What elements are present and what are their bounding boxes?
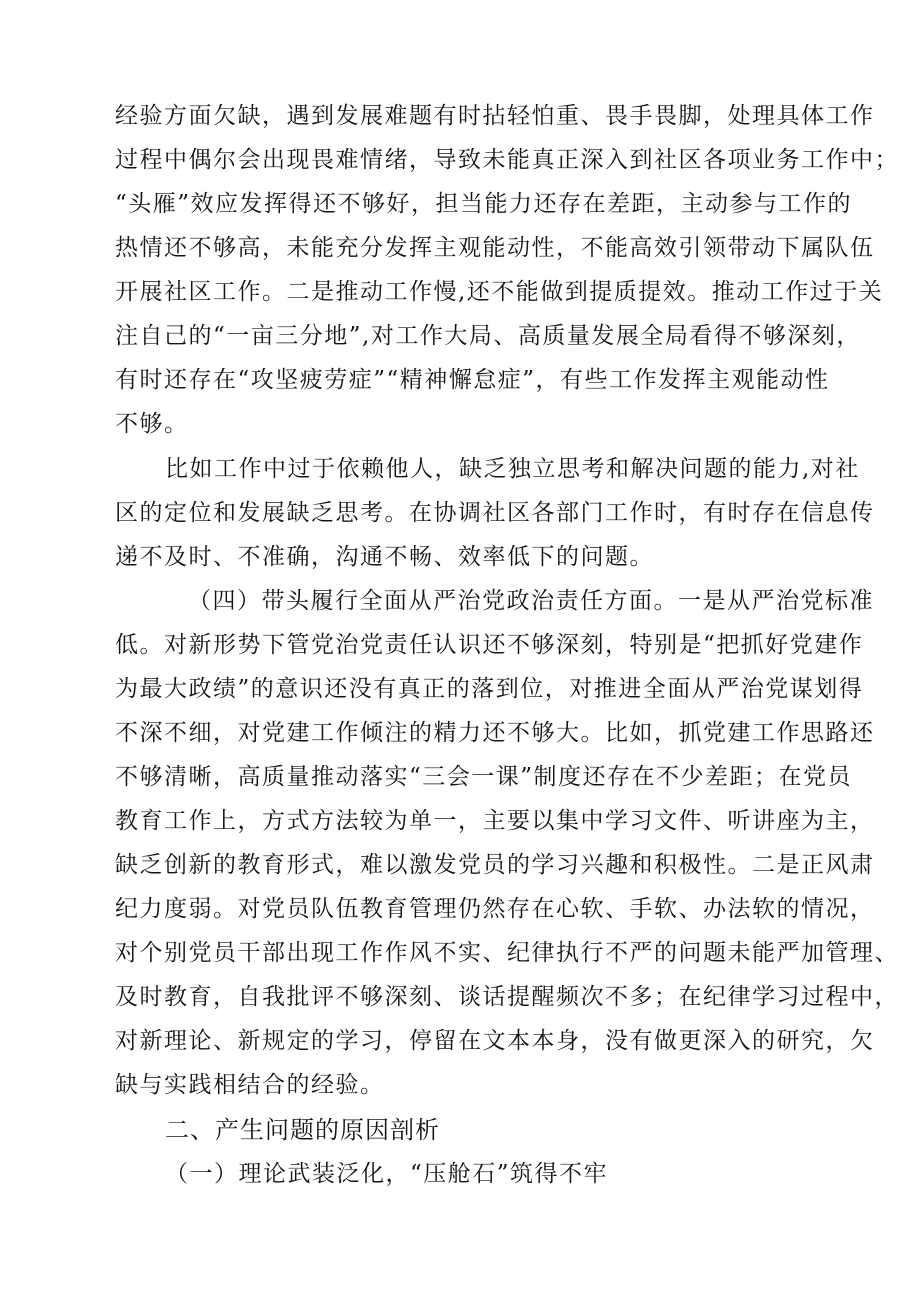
paragraph-line: 区的定位和发展缺乏思考。在协调社区各部门工作时，有时存在信息传 [115,500,875,526]
paragraph-line: 缺与实践相结合的经验。 [115,1072,385,1098]
paragraph-line: 及时教育，自我批评不够深刻、谈话提醒频次不多；在纪律学习过程中， [115,984,899,1010]
paragraph-line: 经验方面欠缺，遇到发展难题有时拈轻怕重、畏手畏脚，处理具体工作 [115,103,875,129]
paragraph-line: 为最大政绩”的意识还没有真正的落到位，对推进全面从严治党谋划得 [115,676,864,702]
paragraph-line: 缺乏创新的教育形式，难以激发党员的学习兴趣和积极性。二是正风肃 [115,852,875,878]
paragraph-line: 过程中偶尔会出现畏难情绪，导致未能真正深入到社区各项业务工作中； [115,147,899,173]
section-heading: 二、产生问题的原因剖析 [165,1116,440,1144]
paragraph-line: （四）带头履行全面从严治党政治责任方面。一是从严治党标准 [188,588,874,614]
subsection-heading: （一）理论武装泛化，“压舱石”筑得不牢 [165,1161,609,1187]
paragraph-line: 开展社区工作。二是推动工作慢,还不能做到提质提效。推动工作过于关 [115,279,884,305]
paragraph-line: 注自己的“一亩三分地”,对工作大局、高质量发展全局看得不够深刻， [115,323,861,349]
paragraph-line: 对新理论、新规定的学习，停留在文本本身，没有做更深入的研究，欠 [115,1028,875,1054]
paragraph-line: 不深不细，对党建工作倾注的精力还不够大。比如，抓党建工作思路还 [115,720,875,746]
paragraph-line: 纪力度弱。对党员队伍教育管理仍然存在心软、手软、办法软的情况， [115,896,875,922]
paragraph-line: 不够清晰，高质量推动落实“三会一课”制度还存在不少差距；在党员 [115,764,853,790]
paragraph-line: 不够。 [115,411,189,437]
paragraph-line: 对个别党员干部出现工作作风不实、纪律执行不严的问题未能严加管理、 [115,940,899,966]
paragraph-line: 递不及时、不准确，沟通不畅、效率低下的问题。 [115,544,654,570]
paragraph-line: 教育工作上，方式方法较为单一，主要以集中学习文件、听讲座为主， [115,808,875,834]
paragraph-line: 有时还存在“攻坚疲劳症”“精神懈怠症”，有些工作发挥主观能动性 [115,367,830,393]
paragraph-line: 低。对新形势下管党治党责任认识还不够深刻，特别是“把抓好党建作 [115,632,864,658]
paragraph-line: 热情还不够高，未能充分发挥主观能动性，不能高效引领带动下属队伍 [115,235,875,261]
paragraph-line: “头雁”效应发挥得还不够好，担当能力还存在差距，主动参与工作的 [115,191,853,217]
paragraph-line: 比如工作中过于依赖他人，缺乏独立思考和解决问题的能力,对社 [165,456,860,482]
